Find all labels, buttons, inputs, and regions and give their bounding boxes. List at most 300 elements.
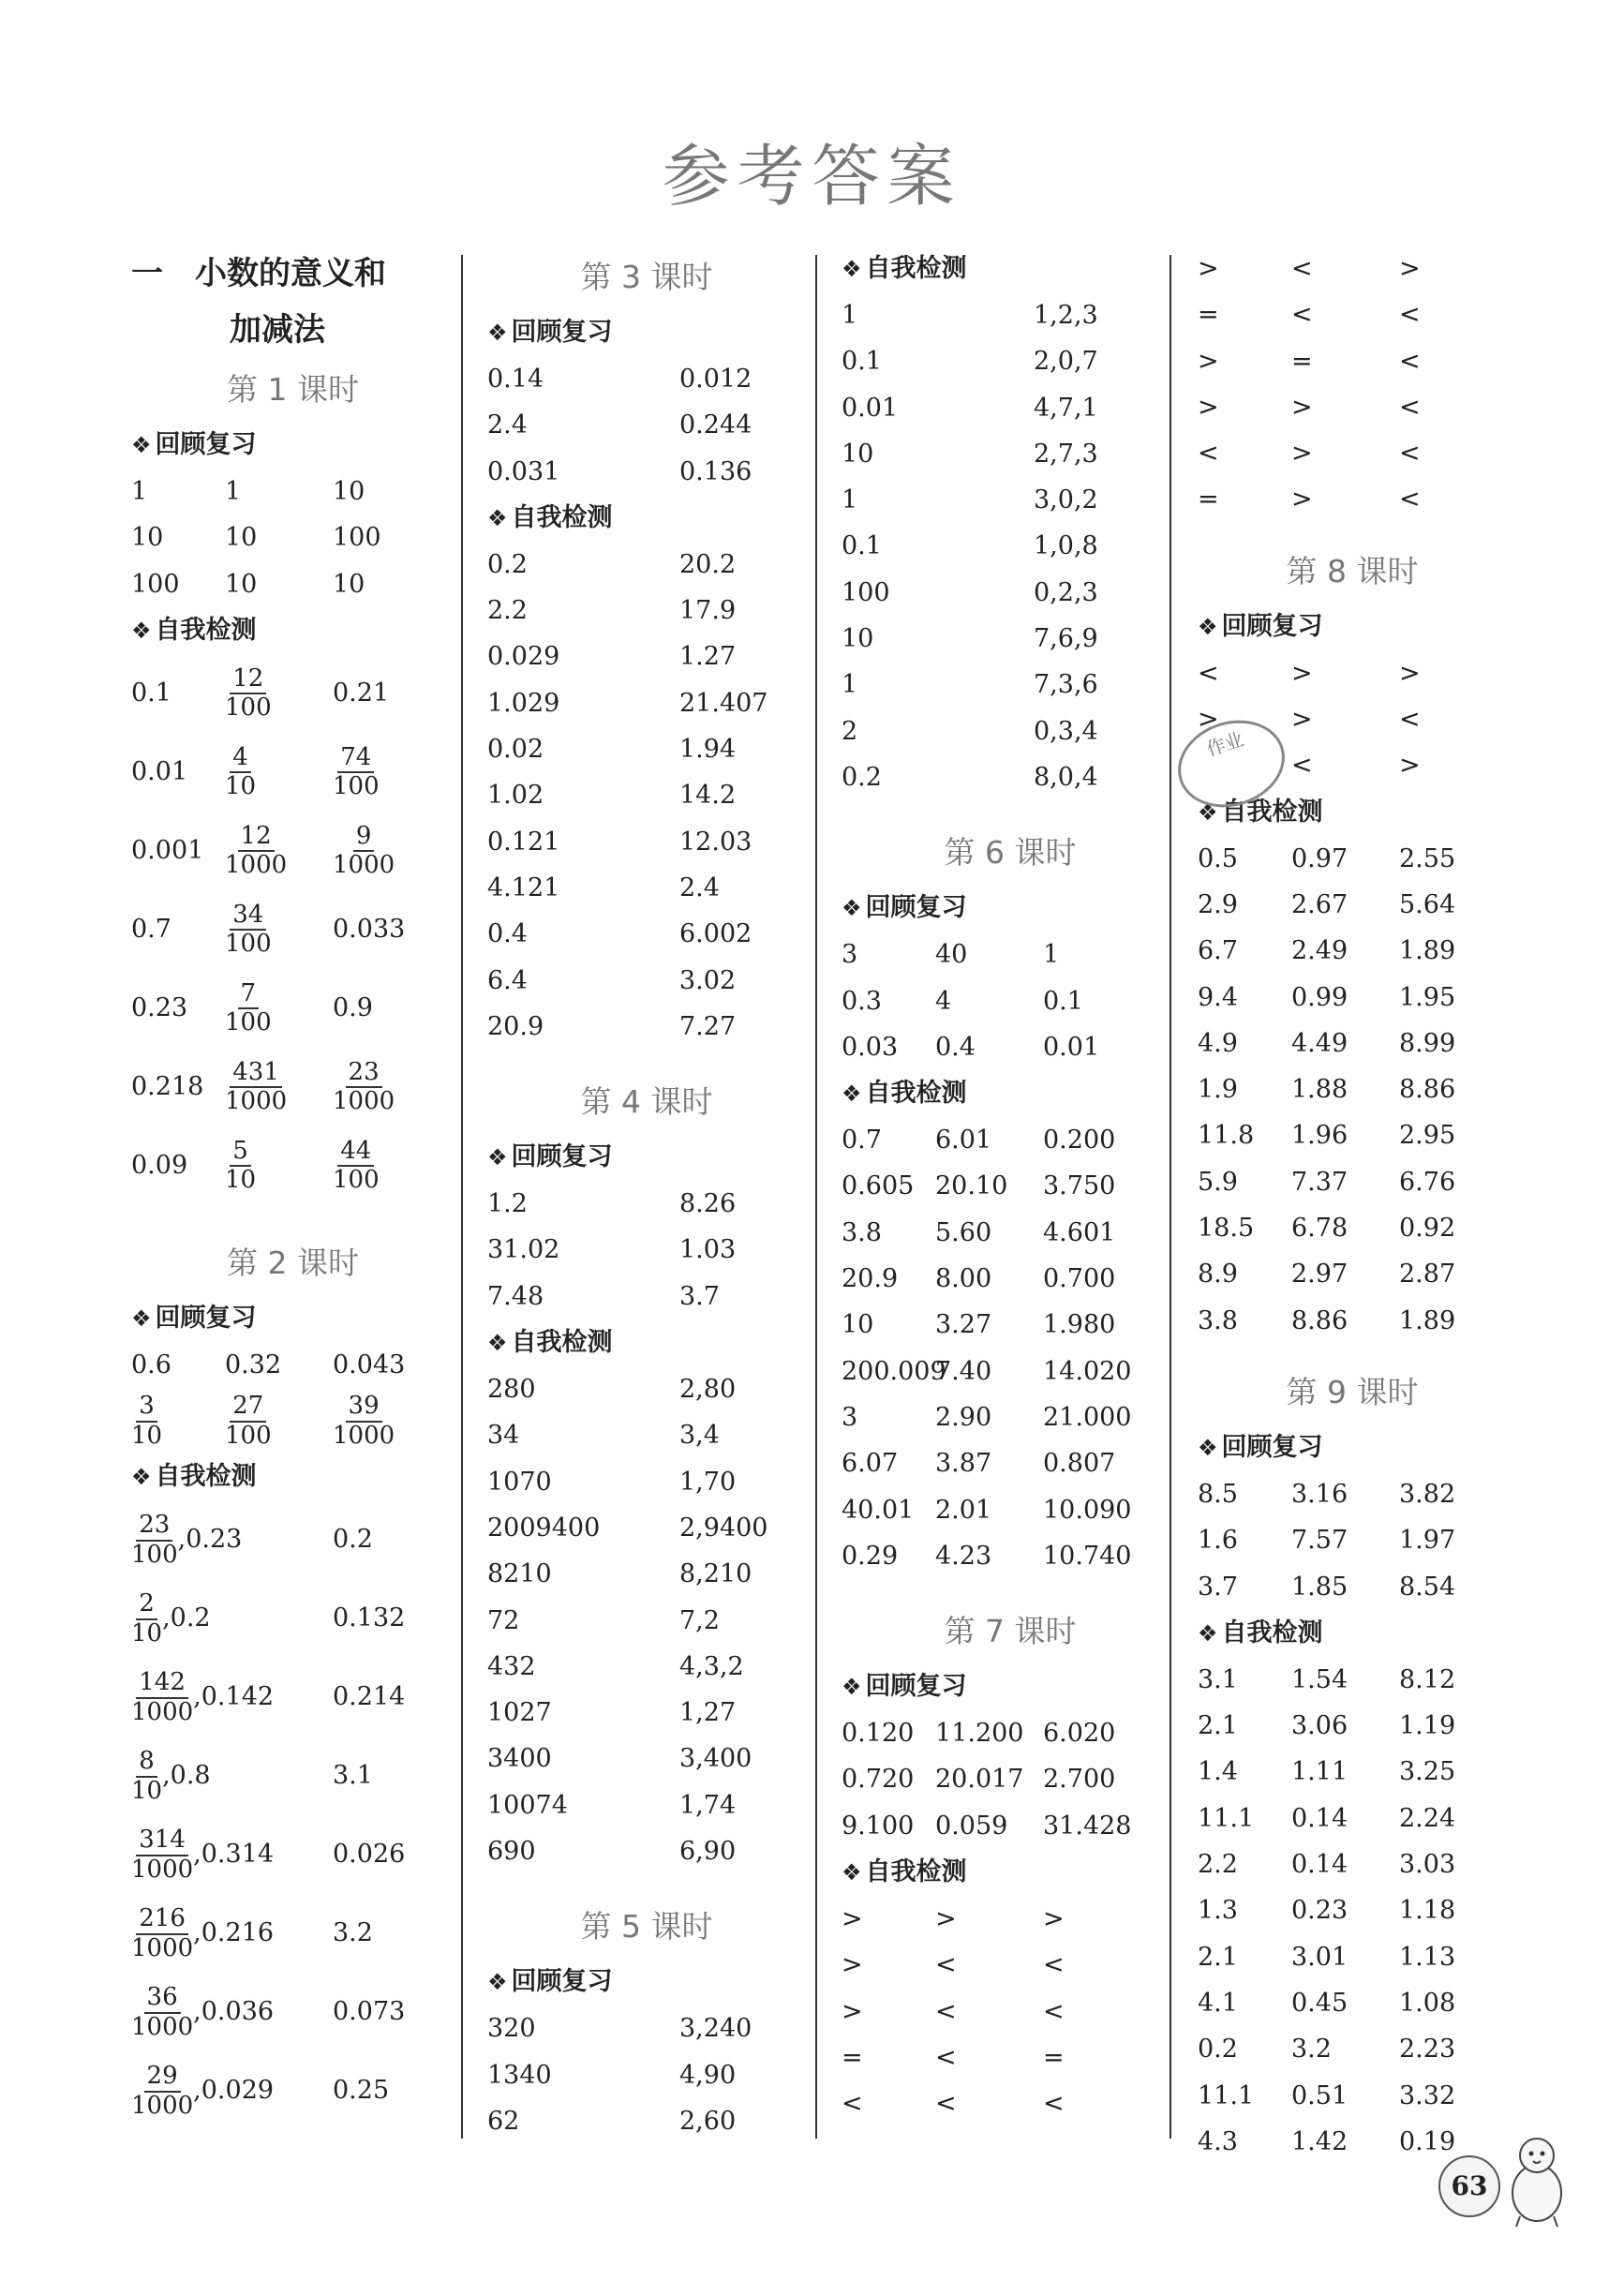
lesson-heading: 第 7 课时 — [944, 1613, 1077, 1650]
answer-cell: 3.8 — [842, 1217, 882, 1247]
answer-cell: 3.8 — [1198, 1305, 1238, 1335]
answer-cell: 0.121 — [487, 827, 560, 857]
answer-cell: 6.020 — [1043, 1719, 1116, 1749]
answer-cell: > — [1291, 485, 1313, 514]
answer-cell: 1.980 — [1043, 1310, 1116, 1340]
section-review: ❖ 回顾复习 — [842, 893, 967, 923]
answer-cell: 0.97 — [1291, 843, 1348, 873]
answer-cell: 2,9400 — [679, 1513, 768, 1543]
numerator: 7 — [238, 980, 260, 1010]
answer-cell: 1.6 — [1198, 1526, 1238, 1556]
answer-cell: 40.01 — [842, 1495, 915, 1525]
fraction — [131, 1748, 162, 1806]
diamond-icon: ❖ — [842, 1081, 862, 1108]
answer-cell: = — [1043, 2042, 1065, 2072]
answer-cell: 11.200 — [935, 1719, 1024, 1749]
denominator: 1000 — [131, 1697, 194, 1726]
fraction — [225, 823, 287, 881]
denominator: 1000 — [225, 1087, 288, 1116]
answer-cell: 2.87 — [1399, 1260, 1456, 1290]
answer-cell: 3.7 — [679, 1281, 720, 1311]
fraction — [333, 744, 380, 802]
answer-grid — [487, 1366, 806, 1874]
answer-cell: 3.1 — [1198, 1664, 1238, 1694]
page-title: 参考答案 — [662, 137, 962, 216]
answer-cell: 10 — [225, 569, 258, 599]
denominator: 100 — [225, 1008, 272, 1037]
answer-cell: 4.1 — [1198, 1988, 1238, 2018]
fraction — [131, 1984, 193, 2042]
lesson-heading: 第 1 课时 — [227, 371, 359, 408]
answer-cell: 20.9 — [487, 1011, 544, 1041]
answer-cell — [225, 1126, 333, 1205]
answer-cell: 3.27 — [935, 1310, 992, 1340]
diamond-icon: ❖ — [487, 1144, 508, 1171]
answer-row — [1198, 1021, 1507, 1066]
answer-cell: 0.026 — [333, 1840, 406, 1870]
answer-cell: < — [1399, 705, 1421, 735]
lesson-heading: 第 9 课时 — [1286, 1373, 1419, 1410]
answer-cell: 1070 — [487, 1467, 552, 1497]
column-4 — [1198, 246, 1507, 2165]
answer-grid — [842, 1896, 1179, 2126]
answer-row — [842, 2080, 1179, 2126]
answer-grid — [1198, 836, 1507, 1344]
answer-cell: 690 — [487, 1837, 536, 1867]
answer-cell: 10 — [225, 523, 258, 553]
answer-cell: 320 — [487, 2014, 536, 2044]
answer-cell — [131, 1973, 333, 2051]
answer-cell: 2,7,3 — [1034, 439, 1098, 469]
numerator: 314 — [136, 1826, 188, 1856]
answer-cell: < — [842, 2089, 863, 2119]
answer-cell: 1.96 — [1291, 1121, 1348, 1151]
denominator: 100 — [131, 1540, 178, 1569]
answer-cell: 1 — [842, 301, 858, 330]
answer-cell: 1.19 — [1399, 1711, 1456, 1741]
denominator: 10 — [131, 1776, 163, 1805]
denominator: 100 — [225, 1421, 272, 1450]
answer-cell: > — [1198, 705, 1219, 735]
answer-cell: 10074 — [487, 1790, 568, 1820]
answer-row — [1198, 1703, 1507, 1749]
answer-cell: 1.4 — [1198, 1757, 1238, 1787]
answer-row — [487, 588, 806, 634]
answer-cell: 0.02 — [487, 735, 544, 765]
answer-cell: = — [842, 2042, 863, 2072]
answer-row — [487, 1366, 806, 1412]
answer-cell: 432 — [487, 1651, 536, 1681]
answer-row — [487, 1181, 806, 1227]
section-review: ❖ 回顾复习 — [842, 1672, 967, 1702]
answer-grid — [131, 469, 454, 607]
answer-cell — [225, 969, 333, 1048]
answer-cell: 8.86 — [1291, 1305, 1348, 1335]
answer-cell: 31.428 — [1043, 1811, 1132, 1841]
answer-cell: 4.9 — [1198, 1028, 1238, 1058]
answer-cell — [333, 1126, 436, 1205]
answer-cell: 3.1 — [333, 1761, 373, 1791]
answer-cell: 2.700 — [1043, 1765, 1116, 1795]
answer-cell: 1.13 — [1399, 1942, 1456, 1972]
answer-row — [487, 911, 806, 957]
answer-cell: 1,0,8 — [1034, 531, 1098, 561]
answer-row — [842, 1756, 1179, 1802]
answer-grid — [842, 932, 1179, 1070]
answer-cell: 1 — [225, 477, 242, 506]
answer-cell: 20.9 — [842, 1264, 899, 1294]
section-check: ❖ 自我检测 — [1198, 797, 1323, 827]
answer-row — [1198, 2026, 1507, 2072]
answer-cell: < — [1291, 751, 1313, 781]
answer-row — [131, 654, 454, 733]
answer-row — [1198, 430, 1507, 476]
answer-row — [1198, 650, 1507, 696]
diamond-icon: ❖ — [487, 1330, 508, 1357]
answer-grid — [1198, 246, 1507, 523]
answer-cell: = — [1198, 300, 1219, 330]
answer-cell: < — [1399, 439, 1421, 469]
answer-cell: 0.6 — [131, 1349, 171, 1379]
answer-row — [131, 514, 454, 560]
fraction — [333, 1059, 395, 1117]
denominator: 100 — [333, 772, 380, 801]
section-check: ❖ 自我检测 — [131, 615, 257, 645]
diamond-icon: ❖ — [131, 617, 152, 644]
answer-row — [131, 1048, 454, 1126]
answer-cell — [131, 1500, 333, 1579]
answer-cell: 2.55 — [1399, 843, 1456, 873]
answer-cell: 0.25 — [333, 2076, 390, 2106]
answer-cell: 18.5 — [1198, 1214, 1255, 1244]
diamond-icon: ❖ — [842, 1859, 862, 1886]
answer-cell: 2.49 — [1291, 936, 1348, 966]
column-divider — [461, 255, 463, 2139]
answer-cell: 0.99 — [1291, 982, 1348, 1012]
answer-cell: > — [842, 1904, 863, 1934]
answer-cell: 40 — [935, 940, 968, 970]
answer-cell: 0.03 — [842, 1032, 899, 1062]
answer-cell: 1.89 — [1399, 936, 1456, 966]
answer-cell: 2.4 — [679, 872, 720, 902]
answer-row — [1198, 1841, 1507, 1887]
answer-cell: 100 — [333, 523, 381, 553]
section-check: ❖ 自我检测 — [487, 502, 613, 532]
answer-row — [487, 1828, 806, 1874]
answer-cell: 0.136 — [679, 456, 752, 486]
answer-row — [842, 662, 1179, 708]
answer-cell: 0.21 — [333, 678, 390, 708]
answer-row — [1198, 384, 1507, 430]
denominator: 10 — [225, 1166, 257, 1195]
answer-cell: 0.120 — [842, 1719, 915, 1749]
answer-row — [1198, 1251, 1507, 1297]
answer-grid — [842, 292, 1179, 800]
answer-cell: < — [935, 2089, 957, 2119]
fraction — [131, 1512, 178, 1570]
answer-cell: 14.2 — [679, 781, 737, 811]
answer-cell: 0.9 — [333, 992, 373, 1022]
fraction — [225, 1138, 256, 1196]
answer-cell — [131, 1381, 225, 1460]
answer-grid — [842, 1710, 1179, 1849]
answer-row — [131, 812, 454, 890]
answer-cell: < — [1399, 300, 1421, 330]
denominator: 1000 — [131, 1933, 194, 1962]
answer-cell: 21.000 — [1043, 1402, 1132, 1432]
lesson-heading: 第 8 课时 — [1286, 552, 1419, 589]
answer-cell: 3.87 — [935, 1449, 992, 1479]
answer-cell: < — [1043, 2089, 1065, 2119]
answer-cell: 0.29 — [842, 1541, 899, 1571]
answer-row — [842, 932, 1179, 977]
answer-cell: 2,0,7 — [1034, 347, 1098, 377]
diamond-icon: ❖ — [487, 504, 508, 531]
numerator: 9 — [353, 823, 375, 853]
answer-cell: 0.218 — [131, 1071, 204, 1101]
answer-cell: 20.2 — [679, 549, 737, 579]
answer-cell: 0.244 — [679, 410, 752, 440]
answer-cell: 4.23 — [935, 1541, 992, 1571]
answer-row — [842, 1117, 1179, 1163]
answer-cell: 3,4 — [679, 1421, 720, 1451]
answer-cell: 2.95 — [1399, 1121, 1456, 1151]
answer-cell: 10 — [131, 523, 164, 553]
answer-row — [487, 1644, 806, 1690]
answer-cell: 3,240 — [679, 2014, 752, 2044]
answer-cell: 3,400 — [679, 1744, 752, 1774]
answer-cell: 1,27 — [679, 1698, 737, 1728]
answer-cell — [333, 733, 436, 812]
answer-cell: 0.033 — [333, 914, 406, 944]
decimal-answer: ,0.216 — [193, 1918, 275, 1948]
column-3 — [842, 246, 1179, 2127]
answer-cell: 2.01 — [935, 1495, 992, 1525]
answer-row — [1198, 2073, 1507, 2119]
answer-cell: > — [1399, 658, 1421, 688]
answer-row — [842, 1163, 1179, 1209]
answer-cell: > — [842, 1996, 863, 2026]
mascot-icon — [1499, 2127, 1574, 2230]
answer-cell: 12.03 — [679, 827, 752, 857]
answer-cell: 0.2 — [842, 762, 882, 792]
answer-cell: 1.02 — [487, 781, 544, 811]
answer-grid — [487, 1181, 806, 1319]
answer-cell: < — [1399, 485, 1421, 514]
answer-row — [842, 1440, 1179, 1486]
answer-cell: 4.121 — [487, 872, 560, 902]
answer-cell: 3.32 — [1399, 2080, 1456, 2110]
answer-cell: 20.017 — [935, 1765, 1024, 1795]
numerator: 431 — [230, 1059, 282, 1089]
answer-cell: 7.40 — [935, 1356, 992, 1386]
answer-cell: 4.3 — [1198, 2126, 1238, 2156]
answer-cell: 3.02 — [679, 965, 737, 995]
answer-row — [487, 402, 806, 448]
lesson-heading: 第 2 课时 — [227, 1244, 359, 1281]
numerator: 29 — [144, 2063, 181, 2093]
answer-cell: 0.2 — [333, 1525, 373, 1555]
answer-cell: 4,3,2 — [679, 1651, 744, 1681]
answer-row — [1198, 476, 1507, 522]
numerator: 12 — [230, 665, 266, 695]
answer-cell: 8.99 — [1399, 1028, 1456, 1058]
answer-cell: 2009400 — [487, 1513, 601, 1543]
answer-row — [487, 819, 806, 865]
answer-row — [1198, 1980, 1507, 2026]
answer-cell: 4,7,1 — [1034, 393, 1098, 423]
answer-cell: 3.01 — [1291, 1942, 1348, 1972]
answer-cell: 1.89 — [1399, 1305, 1456, 1335]
answer-row — [842, 385, 1179, 431]
answer-grid — [842, 1117, 1179, 1579]
answer-cell: > — [842, 1950, 863, 1980]
numerator: 8 — [136, 1748, 157, 1778]
answer-cell: 0.4 — [487, 919, 528, 949]
answer-grid — [487, 542, 806, 1050]
answer-cell: 1.18 — [1399, 1896, 1456, 1926]
chapter-number: 一 — [131, 255, 163, 292]
decimal-answer: ,0.029 — [193, 2076, 275, 2106]
answer-cell: > — [1198, 392, 1219, 422]
diamond-icon: ❖ — [131, 1464, 152, 1491]
answer-grid — [487, 2005, 806, 2144]
answer-cell: 0.012 — [679, 365, 752, 394]
lesson-heading: 第 3 课时 — [580, 259, 713, 295]
answer-row — [487, 542, 806, 588]
answer-cell: 6.4 — [487, 965, 528, 995]
answer-cell: 4 — [935, 986, 952, 1016]
answer-cell: 7.37 — [1291, 1167, 1348, 1197]
fraction-answer-list — [131, 1500, 454, 2130]
answer-cell: < — [1399, 346, 1421, 376]
answer-row — [842, 1210, 1179, 1256]
fraction — [131, 1905, 193, 1963]
denominator: 1000 — [225, 851, 288, 880]
numerator: 216 — [136, 1905, 188, 1935]
answer-row — [1198, 246, 1507, 291]
answer-row — [842, 2035, 1179, 2080]
decimal-answer: ,0.2 — [162, 1603, 211, 1633]
answer-cell: 1.42 — [1291, 2126, 1348, 2156]
answer-cell — [225, 733, 333, 812]
answer-cell: 2.2 — [487, 596, 528, 626]
answer-cell: 0.001 — [131, 835, 204, 865]
page-number: 63 — [1438, 2155, 1500, 2217]
answer-cell: 0.09 — [131, 1150, 188, 1180]
answer-cell: 1.11 — [1291, 1757, 1348, 1787]
section-check: ❖ 自我检测 — [1198, 1618, 1323, 1647]
answer-cell: 2.4 — [487, 410, 528, 440]
answer-cell — [131, 1658, 333, 1737]
section-review: ❖ 回顾复习 — [487, 1142, 613, 1172]
answer-cell: 10 — [842, 1310, 874, 1340]
answer-row — [487, 356, 806, 402]
answer-row — [1198, 1796, 1507, 1841]
answer-cell: < — [935, 1950, 957, 1980]
answer-cell: 0.700 — [1043, 1264, 1116, 1294]
answer-cell: 0.043 — [333, 1349, 406, 1379]
answer-cell: < — [1198, 658, 1219, 688]
answer-cell: 1.029 — [487, 688, 560, 718]
diamond-icon: ❖ — [842, 1674, 862, 1701]
denominator: 10 — [225, 772, 257, 801]
answer-row — [131, 561, 454, 607]
answer-cell: 17.9 — [679, 596, 737, 626]
answer-row — [1198, 291, 1507, 337]
answer-cell: 62 — [487, 2106, 520, 2136]
answer-cell: 0.32 — [225, 1349, 282, 1379]
answer-row — [842, 1803, 1179, 1849]
answer-cell — [225, 1381, 333, 1460]
column-divider — [815, 255, 817, 2139]
answer-cell: 0.2 — [487, 549, 528, 579]
answer-row — [1198, 1159, 1507, 1205]
answer-row — [842, 431, 1179, 477]
answer-cell: 0.7 — [131, 914, 171, 944]
homework-stamp: 作业 — [1167, 707, 1296, 820]
fraction — [225, 744, 256, 802]
numerator: 142 — [136, 1669, 188, 1699]
answer-cell: 7,3,6 — [1034, 670, 1098, 700]
answer-row — [842, 1989, 1179, 2035]
answer-row — [487, 1598, 806, 1644]
answer-cell — [131, 1815, 333, 1894]
answer-cell: 5.64 — [1399, 889, 1456, 919]
answer-cell: < — [1043, 1996, 1065, 2026]
answer-row — [842, 754, 1179, 800]
answer-row — [842, 1710, 1179, 1756]
answer-cell: 0.214 — [333, 1682, 406, 1712]
diamond-icon: ❖ — [487, 320, 508, 346]
decimal-answer: ,0.142 — [193, 1682, 275, 1712]
answer-cell: 11.1 — [1198, 2080, 1255, 2110]
answer-row — [1198, 1066, 1507, 1112]
answer-cell: 2.2 — [1198, 1850, 1238, 1880]
answer-row — [1198, 1564, 1507, 1610]
answer-row — [487, 1004, 806, 1050]
answer-row — [1198, 1112, 1507, 1158]
answer-cell: 0.031 — [487, 456, 560, 486]
answer-cell: 280 — [487, 1375, 536, 1405]
answer-row — [487, 1274, 806, 1319]
answer-row — [842, 1302, 1179, 1348]
answer-cell: 1 — [1043, 940, 1060, 970]
answer-row — [842, 523, 1179, 569]
answer-row — [1198, 836, 1507, 882]
answer-cell: 1.94 — [679, 735, 737, 765]
answer-cell: 1,70 — [679, 1467, 737, 1497]
fraction-answer-list — [131, 654, 454, 1205]
answer-row — [487, 1412, 806, 1458]
answer-cell — [131, 1894, 333, 1973]
answer-cell — [333, 1048, 436, 1126]
answer-cell: > — [1198, 254, 1219, 283]
answer-cell: 8.5 — [1198, 1479, 1238, 1509]
answer-cell: 5.9 — [1198, 1167, 1238, 1197]
fraction — [131, 1826, 193, 1885]
answer-cell: 6.002 — [679, 919, 752, 949]
answer-cell: 3.7 — [1198, 1572, 1238, 1602]
numerator: 4 — [230, 744, 251, 774]
answer-row — [131, 469, 454, 514]
denominator: 1000 — [131, 1855, 194, 1884]
answer-cell: 20.10 — [935, 1171, 1008, 1201]
answer-row — [842, 708, 1179, 754]
answer-cell: 5.60 — [935, 1217, 992, 1247]
answer-row — [131, 733, 454, 812]
answer-cell: 0.807 — [1043, 1449, 1116, 1479]
